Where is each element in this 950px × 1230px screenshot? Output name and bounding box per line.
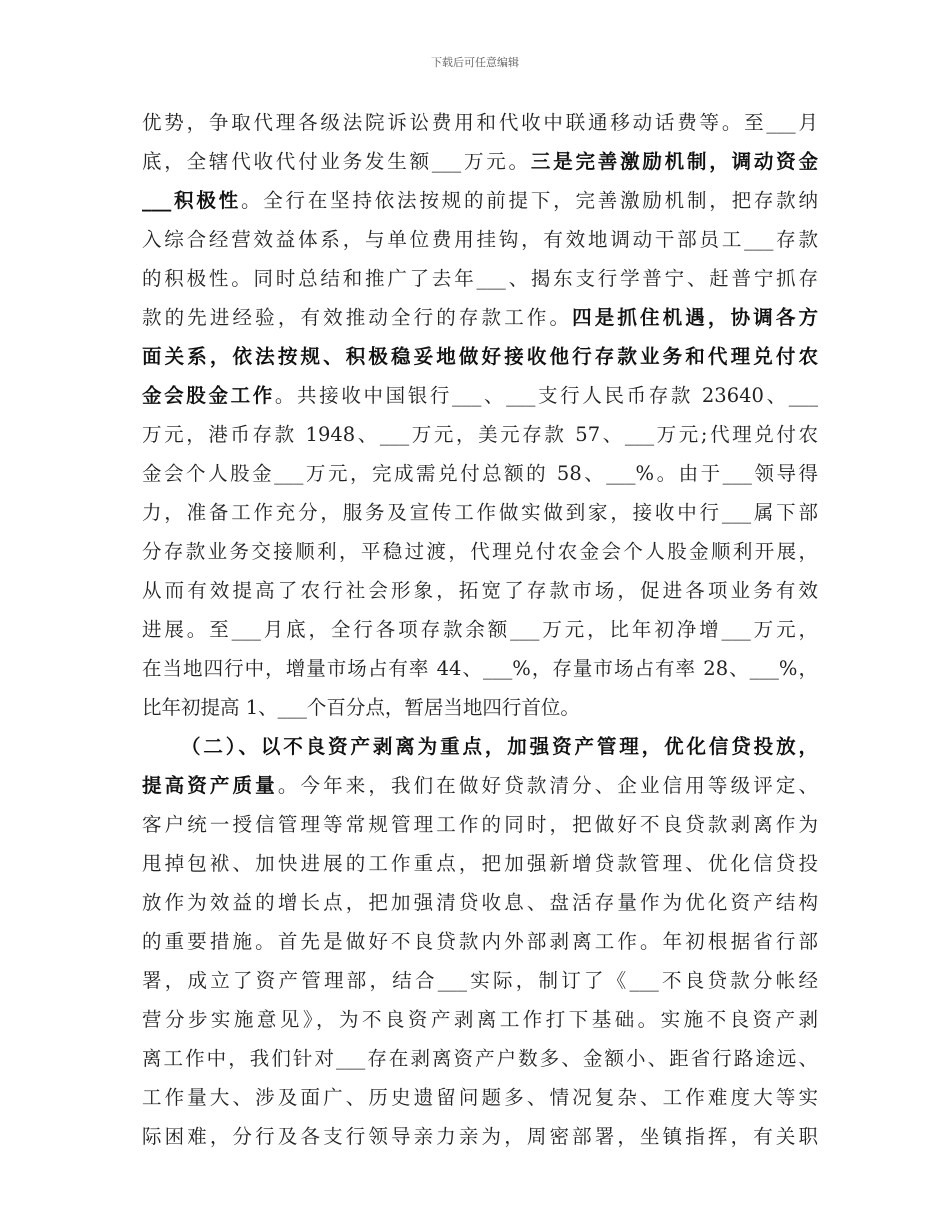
document-body <box>142 103 818 1156</box>
text-line <box>142 766 818 805</box>
body-text: 署，成立了资产管理部，结合___实际，制订了《___不良贷款分帐经 <box>142 969 818 992</box>
body-text: 离工作中，我们针对___存在剥离资产户数多、金额小、距省行路途远、 <box>142 1047 818 1070</box>
text-line <box>142 922 818 961</box>
text-line <box>142 688 818 727</box>
body-text: 从而有效提高了农行社会形象，拓宽了存款市场，促进各项业务有效 <box>142 579 818 602</box>
text-line <box>142 220 818 259</box>
body-text: 金会个人股金___万元，完成需兑付总额的 58、___%。由于___领导得 <box>142 462 818 485</box>
text-line <box>142 1000 818 1039</box>
text-line <box>142 376 818 415</box>
body-text: 的重要措施。首先是做好不良贷款内外部剥离工作。年初根据省行部 <box>142 930 818 953</box>
body-text: 底，全辖代收代付业务发生额___万元。 <box>142 150 531 173</box>
bold-text: 三是完善激励机制，调动资金 <box>530 150 818 173</box>
body-text: 。全行在坚持依法按规的前提下，完善激励机制，把存款纳 <box>240 189 818 212</box>
body-text: 入综合经营效益体系，与单位费用挂钩，有效地调动干部员工___存款 <box>142 228 818 251</box>
text-line <box>142 142 818 181</box>
body-text: 比年初提高 1、___个百分点，暂居当地四行首位。 <box>142 696 580 719</box>
text-line <box>142 1039 818 1078</box>
body-text: 甩掉包袱、加快进展的工作重点，把加强新增贷款管理、优化信贷投 <box>142 852 818 875</box>
text-line <box>142 649 818 688</box>
text-line <box>142 1078 818 1117</box>
bold-text: ___积极性 <box>142 189 241 212</box>
body-text: 在当地四行中，增量市场占有率 44、___%，存量市场占有率 28、___%， <box>142 657 818 680</box>
text-line <box>142 415 818 454</box>
page-header: 下载后可任意编辑 <box>431 56 519 69</box>
bold-text: （二）、以不良资产剥离为重点，加强资产管理，优化信贷投放， <box>181 735 818 758</box>
text-line <box>142 337 818 376</box>
body-text: 客户统一授信管理等常规管理工作的同时，把做好不良贷款剥离作为 <box>142 813 818 836</box>
body-text: 。今年来，我们在做好贷款清分、企业信用等级评定、 <box>277 774 818 797</box>
text-line <box>142 1117 818 1156</box>
bold-text: 提高资产质量 <box>142 774 278 797</box>
text-line <box>142 883 818 922</box>
body-text: 进展。至___月底，全行各项存款余额___万元，比年初净增___万元， <box>142 618 818 641</box>
text-line <box>142 493 818 532</box>
body-text: 际困难，分行及各支行领导亲力亲为，周密部署，坐镇指挥，有关职 <box>142 1125 818 1148</box>
text-line <box>142 298 818 337</box>
text-line <box>142 727 818 766</box>
body-text: 分存款业务交接顺利，平稳过渡，代理兑付农金会个人股金顺利开展， <box>142 540 818 563</box>
body-text: 营分步实施意见》，为不良资产剥离工作打下基础。实施不良资产剥 <box>142 1008 818 1031</box>
body-text: 工作量大、涉及面广、历史遗留问题多、情况复杂、工作难度大等实 <box>142 1086 818 1109</box>
bold-text: 面关系，依法按规、积极稳妥地做好接收他行存款业务和代理兑付农 <box>142 345 818 368</box>
text-line <box>142 844 818 883</box>
text-line <box>142 961 818 1000</box>
text-line <box>142 805 818 844</box>
text-line <box>142 103 818 142</box>
bold-text: 金会股金工作 <box>142 384 275 407</box>
body-text: 款的先进经验，有效推动全行的存款工作。 <box>142 306 573 329</box>
body-text: 。共接收中国银行___、___支行人民币存款 23640、___ <box>274 384 818 407</box>
bold-text: 四是抓住机遇，协调各方 <box>572 306 818 329</box>
body-text: 万元，港币存款 1948、___万元，美元存款 57、___万元;代理兑付农 <box>142 423 818 446</box>
text-line <box>142 259 818 298</box>
text-line <box>142 610 818 649</box>
text-line <box>142 181 818 220</box>
text-line <box>142 454 818 493</box>
body-text: 的积极性。同时总结和推广了去年___、揭东支行学普宁、赶普宁抓存 <box>142 267 818 290</box>
body-text: 放作为效益的增长点，把加强清贷收息、盘活存量作为优化资产结构 <box>142 891 818 914</box>
body-text: 优势，争取代理各级法院诉讼费用和代收中联通移动话费等。至___月 <box>142 111 818 134</box>
text-line <box>142 532 818 571</box>
body-text: 力，准备工作充分，服务及宣传工作做实做到家，接收中行___属下部 <box>142 501 818 524</box>
text-line <box>142 571 818 610</box>
